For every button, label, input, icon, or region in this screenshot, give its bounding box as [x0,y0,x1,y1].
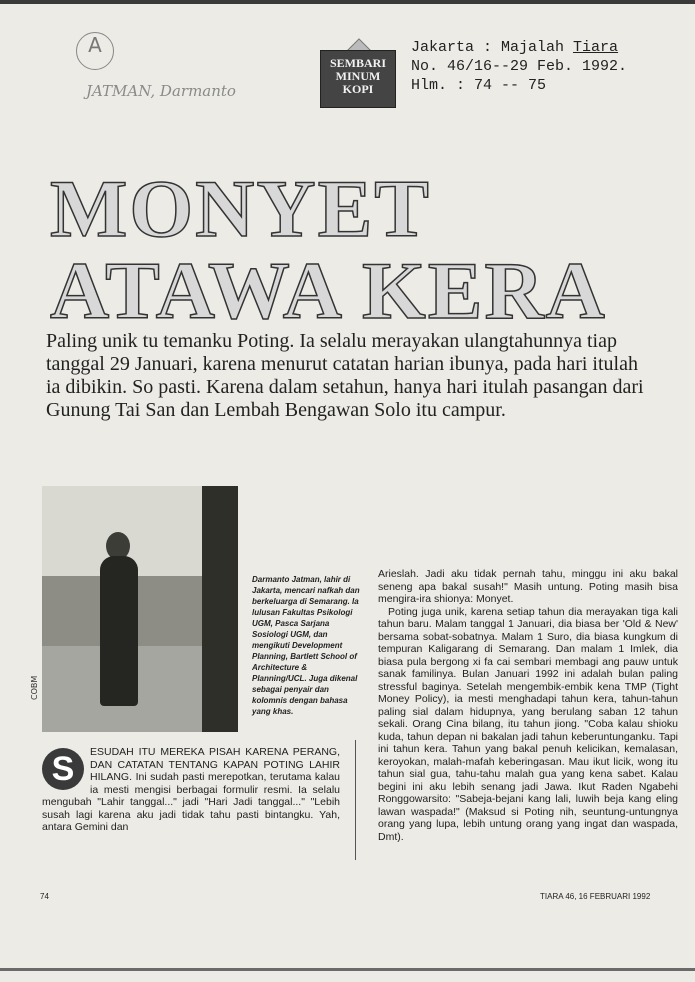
source-magazine: Tiara [573,39,619,56]
page-number: 74 [40,892,49,901]
badge-line-1: SEMBARI [329,56,386,70]
badge-line-3: KOPI [342,82,374,96]
column-badge [312,42,406,114]
title-line-1: MONYET [50,163,431,254]
page-footer: TIARA 46, 16 FEBRUARI 1992 [540,892,651,901]
badge-line-2: MINUM [335,69,381,83]
col2-paragraph-1: Arieslah. Jadi aku tidak pernah tahu, minggu ini aku bakal seneng apa bakal susah!" Masih untung. Poting masih bisa mengira-ira shionya: Monyet. [378,568,678,605]
circled-letter-mark: A [76,32,114,70]
top-border [0,0,695,4]
bottom-border [0,968,695,971]
title-line-2: ATAWA KERA [50,245,607,336]
handwritten-note: JATMAN, Darmanto [86,82,236,100]
badge-box [320,50,396,108]
source-city: Jakarta : Majalah [411,39,574,56]
source-line-2: No. 46/16--29 Feb. 1992. [411,58,628,75]
article-col1-text: Ini sudah pasti merepotkan, terutama kalau ia mesti mengisi berbagai formulir resmi. Ia selalu mengubah "Lahir tanggal..." jadi "Hari Jadi tanggal..." "Lebih susah lagi karena aku jadi tidak tahu pasti bintangku. Yah, antara Gemini dan [42,771,341,833]
article-intro: ESUDAH ITU MEREKA PISAH KARENA PERANG, DAN CATATAN TENTANG KAPAN POTING LAHIR HILANG. [90,746,340,783]
source-stamp [411,38,627,95]
photo-tree [202,486,238,732]
photo-credit: COBM [30,675,39,700]
article-title [50,163,607,336]
drop-cap: S [42,748,84,790]
source-line-1 [411,38,627,57]
photo-person [100,556,138,706]
article-column-2 [378,568,678,843]
col2-paragraph-2: Poting juga unik, karena setiap tahun dia merayakan tiga kali tahun baru. Malam tanggal 1 Januari, dia biasa ber 'Old & New' bersama sobat-sobatnya. Malam 1 Suro, dia biasa kungkum di tempuran Kaligarang di Semarang. Dan malam 1 Imlek, dia biasa pula bergong xi fa cai sembari membagi ang pauw untuk sanak familinya. Bulan Januari 1992 ini adalah bulan paling stressful baginya. Setelah mengembik-embik kena TMP (Tight Money Policy), ia mesti menghadapi tahun kera, tahun-tahun paling sial dalam hidupnya, yang berulang saban 12 tahun sekali. Orang Cina bilang, itu tahun jiong. "Coba kalau shioku kuda, tahun depan ni bakalan jadi tahun keberuntunganku. Tapi ini tahun kera. Tahun yang bakal penuh kelicikan, kemalasan, keroyokan, malah-mafah keberingasan. Mau ikut licik, wong itu tahun sial gua, tahu-tahu malah gua yang kena sabet. Kalau begini ini aku lebih senang jadi Jawa. Ikut Raden Ngabehi Ronggowarsito: "Sabeja-bejani kang lali, luwih beja kang eling lawan waspada!" (Maksud si Poting nih, seuntung-untungnya orang yang lupa, lebih untung orang yang ingat dan waspada, Dmt). [378,605,678,843]
author-caption: Darmanto Jatman, lahir di Jakarta, mencari nafkah dan berkeluarga di Semarang. Ia lulusan Fakultas Psikologi UGM, Pasca Sarjana Sosiologi UGM, dan mengikuti Development Planning, Bartlett School of Architecture & Planning/UCL. Juga dikenal sebagai penyair dan kolomnis dengan bahasa yang khas. [252,575,360,716]
article-column-1 [42,746,340,834]
author-photo [42,486,238,732]
column-divider [355,740,356,860]
lead-paragraph: Paling unik tu temanku Poting. Ia selalu merayakan ulangtahunnya tiap tanggal 29 Januari, karena menurut catatan harian ibunya, pada hari itulah ia dibikin. So pasti. Karena dalam setahun, hanya hari itulah pasangan dari Gunung Tai San dan Lembah Bengawan Solo itu campur. [46,330,644,421]
source-line-3: Hlm. : 74 -- 75 [411,77,547,94]
